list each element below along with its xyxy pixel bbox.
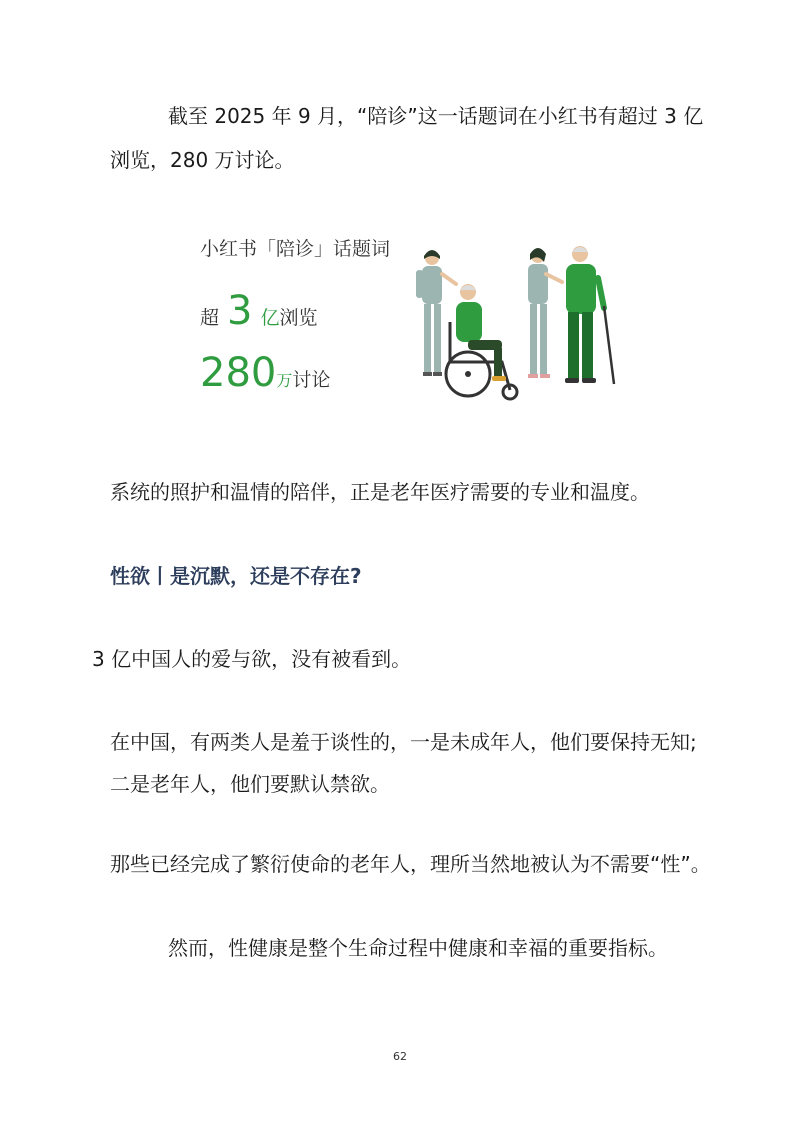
section-heading: 性欲丨是沉默，还是不存在?: [110, 564, 362, 588]
page-number: 62: [393, 1050, 407, 1063]
elderly-man-figure: [565, 246, 614, 384]
views-unit: 亿: [260, 307, 280, 329]
paragraph-5: 那些已经完成了繁衍使命的老年人，理所当然地被认为不需要“性”。: [110, 852, 711, 876]
discussion-stat: [200, 350, 330, 400]
caregivers-illustration: [410, 244, 620, 404]
views-prefix: 超: [200, 307, 220, 329]
paragraph-1-line-2: 浏览，280 万讨论。: [110, 148, 295, 172]
infographic-title: 小红书「陪诊」话题词: [200, 238, 391, 260]
paragraph-1-line-1: 截至 2025 年 9 月，“陪诊”这一话题词在小红书有超过 3 亿: [168, 104, 704, 128]
paragraph-4-line-1: 在中国，有两类人是羞于谈性的，一是未成年人，他们要保持无知;: [110, 730, 697, 754]
caregiver-right-figure: [528, 248, 562, 378]
views-label: 浏览: [279, 307, 318, 329]
paragraph-4-line-2: 二是老年人，他们要默认禁欲。: [110, 772, 390, 796]
paragraph-6: 然而，性健康是整个生命过程中健康和幸福的重要指标。: [168, 936, 668, 960]
views-stat: [200, 288, 318, 338]
discuss-unit: 万: [276, 371, 293, 390]
discuss-number: 280: [200, 350, 277, 396]
wheelchair-figure: [446, 284, 517, 399]
xiaohongshu-infographic: [178, 226, 623, 406]
paragraph-3: 3 亿中国人的爱与欲，没有被看到。: [92, 647, 412, 671]
views-number: 3: [227, 288, 253, 334]
paragraph-2: 系统的照护和温情的陪伴，正是老年医疗需要的专业和温度。: [110, 480, 650, 504]
discuss-label: 讨论: [292, 369, 331, 391]
